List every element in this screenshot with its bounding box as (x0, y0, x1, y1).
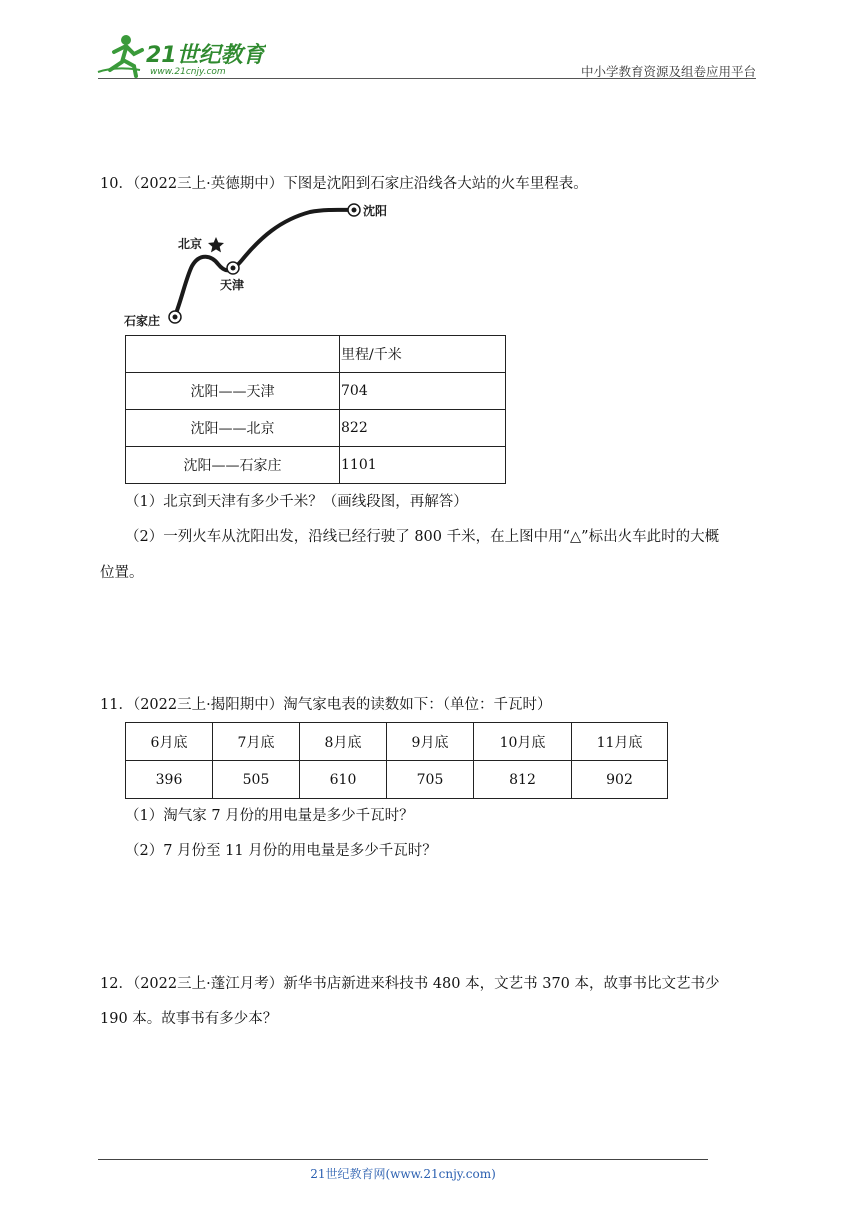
q10-stem (100, 174, 588, 194)
station-label-tianjin: 天津 (220, 278, 245, 292)
q12-stem-line1 (100, 974, 720, 994)
station-shijiazhuang-icon (169, 311, 181, 323)
reading-cell: 396 (126, 761, 213, 799)
station-label-shijiazhuang: 石家庄 (124, 314, 161, 328)
distance-cell: 822 (340, 410, 506, 447)
railway-line (175, 210, 354, 316)
distance-cell: 1101 (340, 447, 506, 484)
capital-star-icon (208, 237, 224, 252)
mileage-table (125, 335, 506, 484)
station-label-beijing: 北京 (178, 237, 203, 251)
footer-divider (98, 1159, 708, 1160)
q10-sub2-line1: （2）一列火车从沈阳出发，沿线已经行驶了 800 千米，在上图中用“△”标出火车此时的大概 (125, 529, 720, 545)
runner-icon (98, 35, 142, 76)
table-header-cell: 里程/千米 (340, 336, 506, 373)
reading-cell: 902 (572, 761, 668, 799)
q11-stem-text: 淘气家电表的读数如下：（单位：千瓦时） (283, 697, 552, 713)
header-divider (98, 78, 756, 79)
table-header-cell (126, 336, 340, 373)
footer-link[interactable]: 21世纪教育网(www.21cnjy.com) (310, 1167, 496, 1181)
q10-number: 10． (100, 176, 133, 192)
q11-stem (100, 695, 551, 715)
month-cell: 11月底 (572, 723, 668, 761)
table-row (126, 373, 506, 410)
brand-slogan: 中小学教育资源及组卷应用平台 (580, 64, 756, 79)
month-cell: 9月底 (387, 723, 474, 761)
site-logo (96, 30, 266, 82)
month-cell: 8月底 (300, 723, 387, 761)
q11-source: （2022三上·揭阳期中） (132, 697, 284, 713)
logo-url-text: www.21cnjy.com (150, 67, 226, 77)
reading-cell: 505 (213, 761, 300, 799)
railway-route-map (120, 198, 390, 330)
q10-sub2-line2: 位置。 (100, 565, 144, 581)
table-row (126, 761, 668, 799)
q12-stem-line2: 190 本。故事书有多少本？ (100, 1011, 278, 1027)
q12-number: 12． (100, 976, 133, 992)
reading-cell: 610 (300, 761, 387, 799)
route-cell: 沈阳——天津 (126, 373, 340, 410)
station-shenyang-icon (348, 204, 360, 216)
distance-cell: 704 (340, 373, 506, 410)
station-tianjin-icon (227, 262, 239, 274)
logo-main-text: 21世纪教育 (146, 43, 265, 68)
q12-source: （2022三上·蓬江月考） (132, 976, 284, 992)
reading-cell: 812 (474, 761, 572, 799)
table-row (126, 410, 506, 447)
station-label-shenyang: 沈阳 (363, 204, 388, 218)
month-cell: 10月底 (474, 723, 572, 761)
q11-sub1: （1）淘气家 7 月份的用电量是多少千瓦时？ (125, 808, 414, 824)
reading-cell: 705 (387, 761, 474, 799)
route-cell: 沈阳——石家庄 (126, 447, 340, 484)
q11-sub2: （2）7 月份至 11 月份的用电量是多少千瓦时？ (125, 843, 437, 859)
month-cell: 7月底 (213, 723, 300, 761)
q11-number: 11． (100, 697, 133, 713)
table-row (126, 336, 506, 373)
q10-stem-text: 下图是沈阳到石家庄沿线各大站的火车里程表。 (283, 176, 588, 192)
table-row (126, 447, 506, 484)
table-row (126, 723, 668, 761)
q10-source: （2022三上·英德期中） (132, 176, 284, 192)
q12-stem-text: 新华书店新进来科技书 480 本，文艺书 370 本，故事书比文艺书少 (283, 976, 720, 992)
route-cell: 沈阳——北京 (126, 410, 340, 447)
meter-reading-table (125, 722, 668, 799)
q10-sub1: （1）北京到天津有多少千米？（画线段图，再解答） (125, 494, 468, 510)
month-cell: 6月底 (126, 723, 213, 761)
